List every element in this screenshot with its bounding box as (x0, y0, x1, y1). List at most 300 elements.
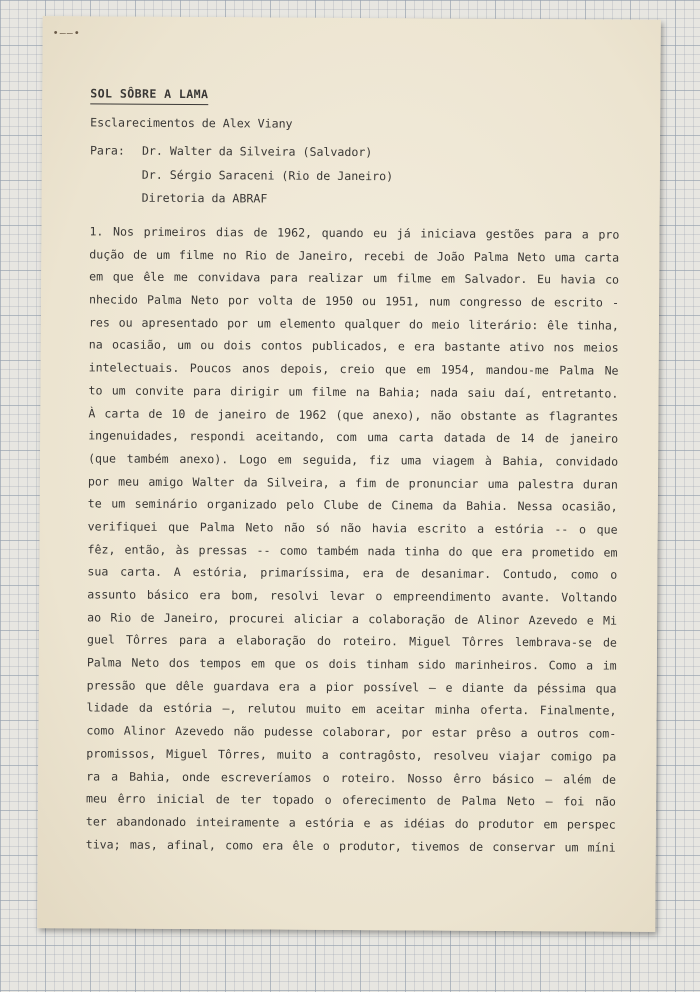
word: aceitar (375, 702, 425, 717)
word: e (445, 680, 453, 695)
word: pressão (86, 678, 136, 693)
word: era (262, 838, 284, 853)
word: Mi (603, 613, 618, 628)
word: êle (143, 270, 165, 285)
word: em (543, 817, 558, 832)
body-line (86, 769, 616, 795)
word: Palma (559, 363, 595, 378)
word: anexo). (179, 451, 229, 467)
word: de (496, 431, 511, 446)
word: flagrantes (548, 408, 619, 424)
word: tinha, (576, 318, 619, 333)
word: co (605, 272, 620, 288)
word: inicial (156, 792, 206, 807)
word: anos (242, 361, 271, 376)
word: mandou-me (486, 362, 549, 378)
word: ingenuidades, (88, 428, 180, 444)
word: Bahia, (502, 453, 545, 469)
body-line (87, 655, 617, 681)
recipient-list (142, 144, 394, 216)
word: convite (134, 383, 184, 398)
word: escrito (417, 521, 467, 536)
word: a (217, 633, 226, 648)
word: eu (373, 226, 388, 241)
word: Logo (238, 452, 267, 467)
word: bom, (231, 588, 260, 603)
word: muito (306, 702, 342, 717)
word: em (89, 269, 104, 284)
word: seminário (134, 496, 198, 512)
word: para (193, 383, 222, 399)
staple-mark: •‒‒• (52, 28, 81, 40)
word: que (145, 678, 167, 693)
word: roteiro. (340, 770, 397, 785)
word: ativo (509, 340, 545, 355)
word: de (385, 475, 400, 490)
word: realizar (307, 271, 364, 286)
word: em (603, 545, 618, 560)
word: resolveu (432, 748, 489, 763)
recipient-item: Dr. Sérgio Saraceni (Rio de Janeiro) (141, 167, 394, 183)
body-line (86, 837, 616, 863)
word: anexo), (372, 407, 422, 422)
word: oferecimento (342, 793, 427, 808)
word: estória (494, 521, 544, 537)
word: a (477, 521, 485, 536)
word: produtor (478, 816, 535, 832)
word: um (372, 271, 387, 286)
word: Neto (190, 293, 219, 308)
word: 1954, (440, 362, 476, 377)
word: que (274, 656, 296, 671)
word: contos (260, 338, 303, 354)
word: de (275, 248, 290, 263)
body-line (89, 292, 619, 318)
word: 1950 (325, 293, 354, 309)
word: Tôrres, (217, 747, 267, 762)
word: que (168, 519, 190, 534)
word: de (436, 793, 451, 808)
word: de (530, 295, 546, 310)
body-line (86, 724, 616, 750)
word: às (175, 542, 190, 557)
word: amigo (148, 474, 184, 489)
word: Nessa (517, 499, 553, 514)
word: (que (335, 407, 364, 422)
word: Nosso (407, 770, 443, 786)
word: ter (240, 792, 262, 807)
word: prometido (531, 544, 595, 560)
word: empreendimento (393, 589, 491, 604)
word: ra (86, 768, 101, 783)
word: Nos (113, 224, 135, 239)
word: fiz (368, 452, 390, 468)
word: pro (598, 227, 620, 242)
body-line (87, 565, 617, 591)
word: apresentado (141, 315, 219, 330)
body-line (88, 429, 618, 455)
word: Azevedo (528, 612, 578, 628)
typewritten-page (37, 16, 661, 932)
word: guardava (213, 678, 270, 694)
word: o (322, 770, 330, 785)
word: Azevedo (175, 724, 225, 739)
word: o (322, 838, 330, 853)
word: gestões (485, 226, 535, 242)
word: nos (553, 340, 575, 355)
word: im (602, 658, 617, 673)
word: tinha (404, 543, 440, 559)
word: êle (292, 838, 314, 853)
word: de (215, 792, 230, 807)
word: não (430, 407, 452, 423)
word: elemento (279, 316, 336, 331)
word: viagem (432, 453, 475, 468)
word: ao (87, 610, 102, 625)
word: de (148, 406, 163, 421)
word: um (111, 383, 126, 398)
word: para (269, 270, 298, 286)
word: que (596, 522, 618, 537)
word: primaríssima, (260, 565, 352, 581)
word: Janeiro, (163, 610, 220, 625)
word: básico (146, 587, 189, 603)
body-line (89, 247, 619, 273)
body-line (86, 792, 616, 818)
word: do (448, 544, 463, 559)
word: era (278, 679, 300, 694)
word: pelo (286, 497, 315, 513)
word: estar (431, 725, 467, 740)
word: avante. (501, 589, 551, 605)
word: um (288, 384, 303, 399)
word: te (87, 496, 102, 511)
body-line (87, 610, 617, 636)
word: uma (487, 476, 509, 491)
word: Neto (507, 794, 536, 809)
body-line (89, 338, 619, 364)
word: a (581, 227, 589, 242)
word: além (563, 771, 592, 786)
word: escreveríamos (220, 769, 312, 785)
word: também (126, 451, 169, 466)
word: carta. (120, 564, 163, 580)
word: lidade (86, 700, 129, 716)
word: os (305, 656, 320, 671)
word: da (138, 701, 153, 716)
word: dias (216, 225, 245, 240)
word: nhecido (89, 292, 138, 307)
word: Ne (604, 363, 619, 378)
word: topado (272, 792, 315, 807)
word: Neto (245, 520, 274, 535)
body-text (86, 224, 620, 862)
word: fim (355, 475, 377, 490)
word: perspec (566, 817, 616, 832)
word: recebi (363, 248, 406, 264)
word: colaboração (368, 611, 446, 627)
word: janeiro (217, 406, 267, 421)
recipient-item: Dr. Walter da Silveira (Salvador) (141, 143, 373, 160)
word: idéias (403, 816, 446, 831)
word: elaboração (236, 633, 306, 649)
word: a (352, 611, 360, 626)
word: a (586, 658, 594, 673)
word: — (545, 794, 553, 809)
word: não (283, 520, 306, 535)
word: me (173, 270, 188, 285)
word: À (88, 405, 96, 420)
word: de (133, 247, 148, 262)
word: nada (430, 385, 459, 400)
word: êrro (117, 791, 146, 806)
word: básico (492, 771, 535, 786)
word: onde (181, 769, 210, 784)
word: palestra (517, 476, 574, 491)
word: convidava (197, 270, 261, 285)
word: pa (602, 749, 617, 764)
word: Bahia. (466, 498, 509, 514)
word: -- (554, 522, 569, 537)
word: não (340, 520, 362, 536)
word: Rio (110, 610, 132, 625)
word: guel (86, 632, 115, 647)
word: viajar (498, 748, 541, 763)
word: diante (462, 680, 504, 695)
word: da (442, 498, 457, 513)
word: e (586, 613, 594, 628)
word: pronunciar (408, 475, 479, 491)
word: filme (178, 247, 214, 262)
word: por (227, 293, 249, 308)
word: pressas (198, 542, 248, 558)
word: carta (584, 250, 620, 265)
word: 14 (520, 431, 535, 446)
word: o (578, 522, 587, 537)
word: um (156, 247, 171, 262)
body-line (88, 474, 618, 500)
word: levar (329, 588, 365, 604)
word: janeiro (569, 431, 619, 446)
word: Palma (86, 655, 122, 670)
word: era (362, 566, 384, 581)
word: um (177, 338, 192, 353)
word: que (384, 362, 407, 377)
word: do (454, 816, 469, 831)
word: Clube (323, 498, 359, 513)
word: a (321, 747, 329, 762)
word: já (396, 226, 411, 241)
body-line (87, 633, 617, 659)
word: creio (339, 362, 375, 377)
word: filme (311, 384, 347, 399)
word: como (279, 543, 308, 558)
word: um (256, 316, 271, 331)
word: assunto (87, 587, 137, 602)
word: e (397, 339, 405, 354)
word: uma (367, 430, 389, 445)
word: do (317, 634, 332, 649)
word: como (86, 723, 115, 738)
word: marinheiros. (455, 657, 540, 673)
word: iniciava (420, 226, 477, 241)
body-line (89, 270, 619, 296)
word: de (544, 431, 559, 446)
word: êle (547, 317, 569, 333)
word: estória, (192, 565, 249, 580)
word: promissos, (86, 746, 157, 761)
word: ter (85, 814, 107, 829)
word: Miguel (409, 634, 452, 650)
word: tinham (366, 657, 409, 672)
word: qualquer (344, 316, 401, 332)
word: havia (371, 521, 407, 536)
word: Salvador. (464, 272, 528, 287)
word: sido (417, 657, 446, 672)
word: abandonado (116, 814, 187, 829)
word: péssima (537, 680, 587, 696)
word: estória (163, 701, 213, 716)
word: por (87, 473, 109, 489)
word: comigo (550, 749, 593, 764)
word: a (111, 769, 119, 784)
word: depois, (280, 361, 330, 377)
word: volta (257, 293, 293, 308)
word: de (275, 407, 290, 422)
word: prêso (476, 725, 512, 741)
word: roteiro. (342, 634, 399, 649)
word: dução (89, 247, 125, 262)
word: o (375, 589, 383, 604)
body-line (88, 451, 618, 477)
word: oferta. (480, 703, 530, 718)
word: desanimar. (421, 566, 492, 582)
word: Cinema (391, 498, 434, 513)
word: literário: (468, 317, 539, 332)
recipient-item: Diretoria da ABRAF (141, 190, 268, 206)
word: sua (87, 564, 109, 579)
word: outros (536, 726, 579, 741)
word: tiva; (85, 836, 121, 852)
word: Neto (517, 249, 546, 264)
word: Tôrres (125, 633, 168, 648)
word: na (88, 337, 103, 352)
word: do (408, 317, 424, 332)
word: também (316, 543, 359, 558)
word: respondi (189, 429, 246, 444)
word: dois (328, 656, 357, 672)
word: saiu (467, 385, 496, 400)
word: as (525, 408, 540, 423)
word: estória (305, 815, 355, 830)
word: no (222, 247, 237, 262)
word: por (227, 316, 249, 331)
word: de (301, 293, 317, 308)
word: Silveira, (266, 475, 330, 490)
word: lembrava-se (515, 635, 592, 650)
word: tempos (199, 656, 242, 671)
word: procurei (228, 610, 285, 626)
body-line (89, 224, 619, 250)
word: primeiros (143, 224, 207, 240)
word: ou (362, 294, 377, 309)
word: ocasião, (111, 337, 168, 353)
word: e (363, 815, 371, 831)
body-line (88, 383, 618, 409)
word: a (520, 726, 528, 741)
word: Palma (146, 292, 182, 308)
body-line (86, 701, 616, 727)
word: Alinor (123, 723, 166, 739)
document-title: SOL SÔBRE A LAMA (90, 86, 208, 105)
word: de (253, 225, 268, 240)
word: um (564, 839, 579, 854)
word: Bahia, (129, 769, 172, 784)
word: res (88, 315, 110, 330)
word: nada (367, 543, 396, 558)
word: — (428, 680, 436, 695)
word: de (367, 498, 382, 513)
word: -- (256, 543, 271, 558)
word: dos (168, 655, 190, 671)
word: publicados, (311, 339, 389, 354)
word: 1962, (277, 225, 313, 240)
word: de (194, 406, 209, 421)
word: êrro (453, 771, 482, 786)
word: a (338, 475, 346, 490)
body-line (87, 542, 617, 568)
word: João (436, 249, 465, 264)
word: muito (276, 747, 312, 762)
word: como (570, 567, 599, 582)
word: entretanto. (541, 385, 619, 401)
word: em (440, 271, 456, 287)
word: dêle (175, 678, 204, 693)
word: ou (200, 338, 215, 353)
word: 1962 (298, 407, 327, 422)
word: meu (85, 791, 108, 806)
word: não (233, 724, 255, 739)
word: de (602, 772, 617, 787)
word: com- (588, 726, 617, 741)
word: resolvi (269, 588, 319, 603)
word: inteiramente (195, 814, 280, 830)
word: foi (563, 794, 585, 809)
word: Neto (131, 655, 160, 670)
word: havia (560, 272, 596, 287)
word: intelectuais. (88, 360, 180, 376)
word: Alinor (477, 612, 520, 627)
word: verifiquei (87, 519, 158, 534)
word: congresso (459, 294, 522, 310)
word: datada (443, 430, 486, 446)
word: Finalmente, (539, 703, 617, 719)
body-line (87, 587, 617, 613)
body-line (88, 497, 618, 523)
word: ou (118, 315, 133, 330)
word: Miguel (166, 746, 209, 761)
word: era (414, 339, 436, 354)
word: quando (321, 225, 364, 241)
word: 1. (89, 224, 104, 239)
word: em (277, 452, 292, 467)
word: da (243, 474, 258, 490)
word: Tôrres (462, 635, 505, 650)
word: meu (118, 474, 140, 489)
word: Eu (536, 272, 552, 287)
word: num (429, 294, 451, 309)
word: —, (222, 701, 237, 716)
